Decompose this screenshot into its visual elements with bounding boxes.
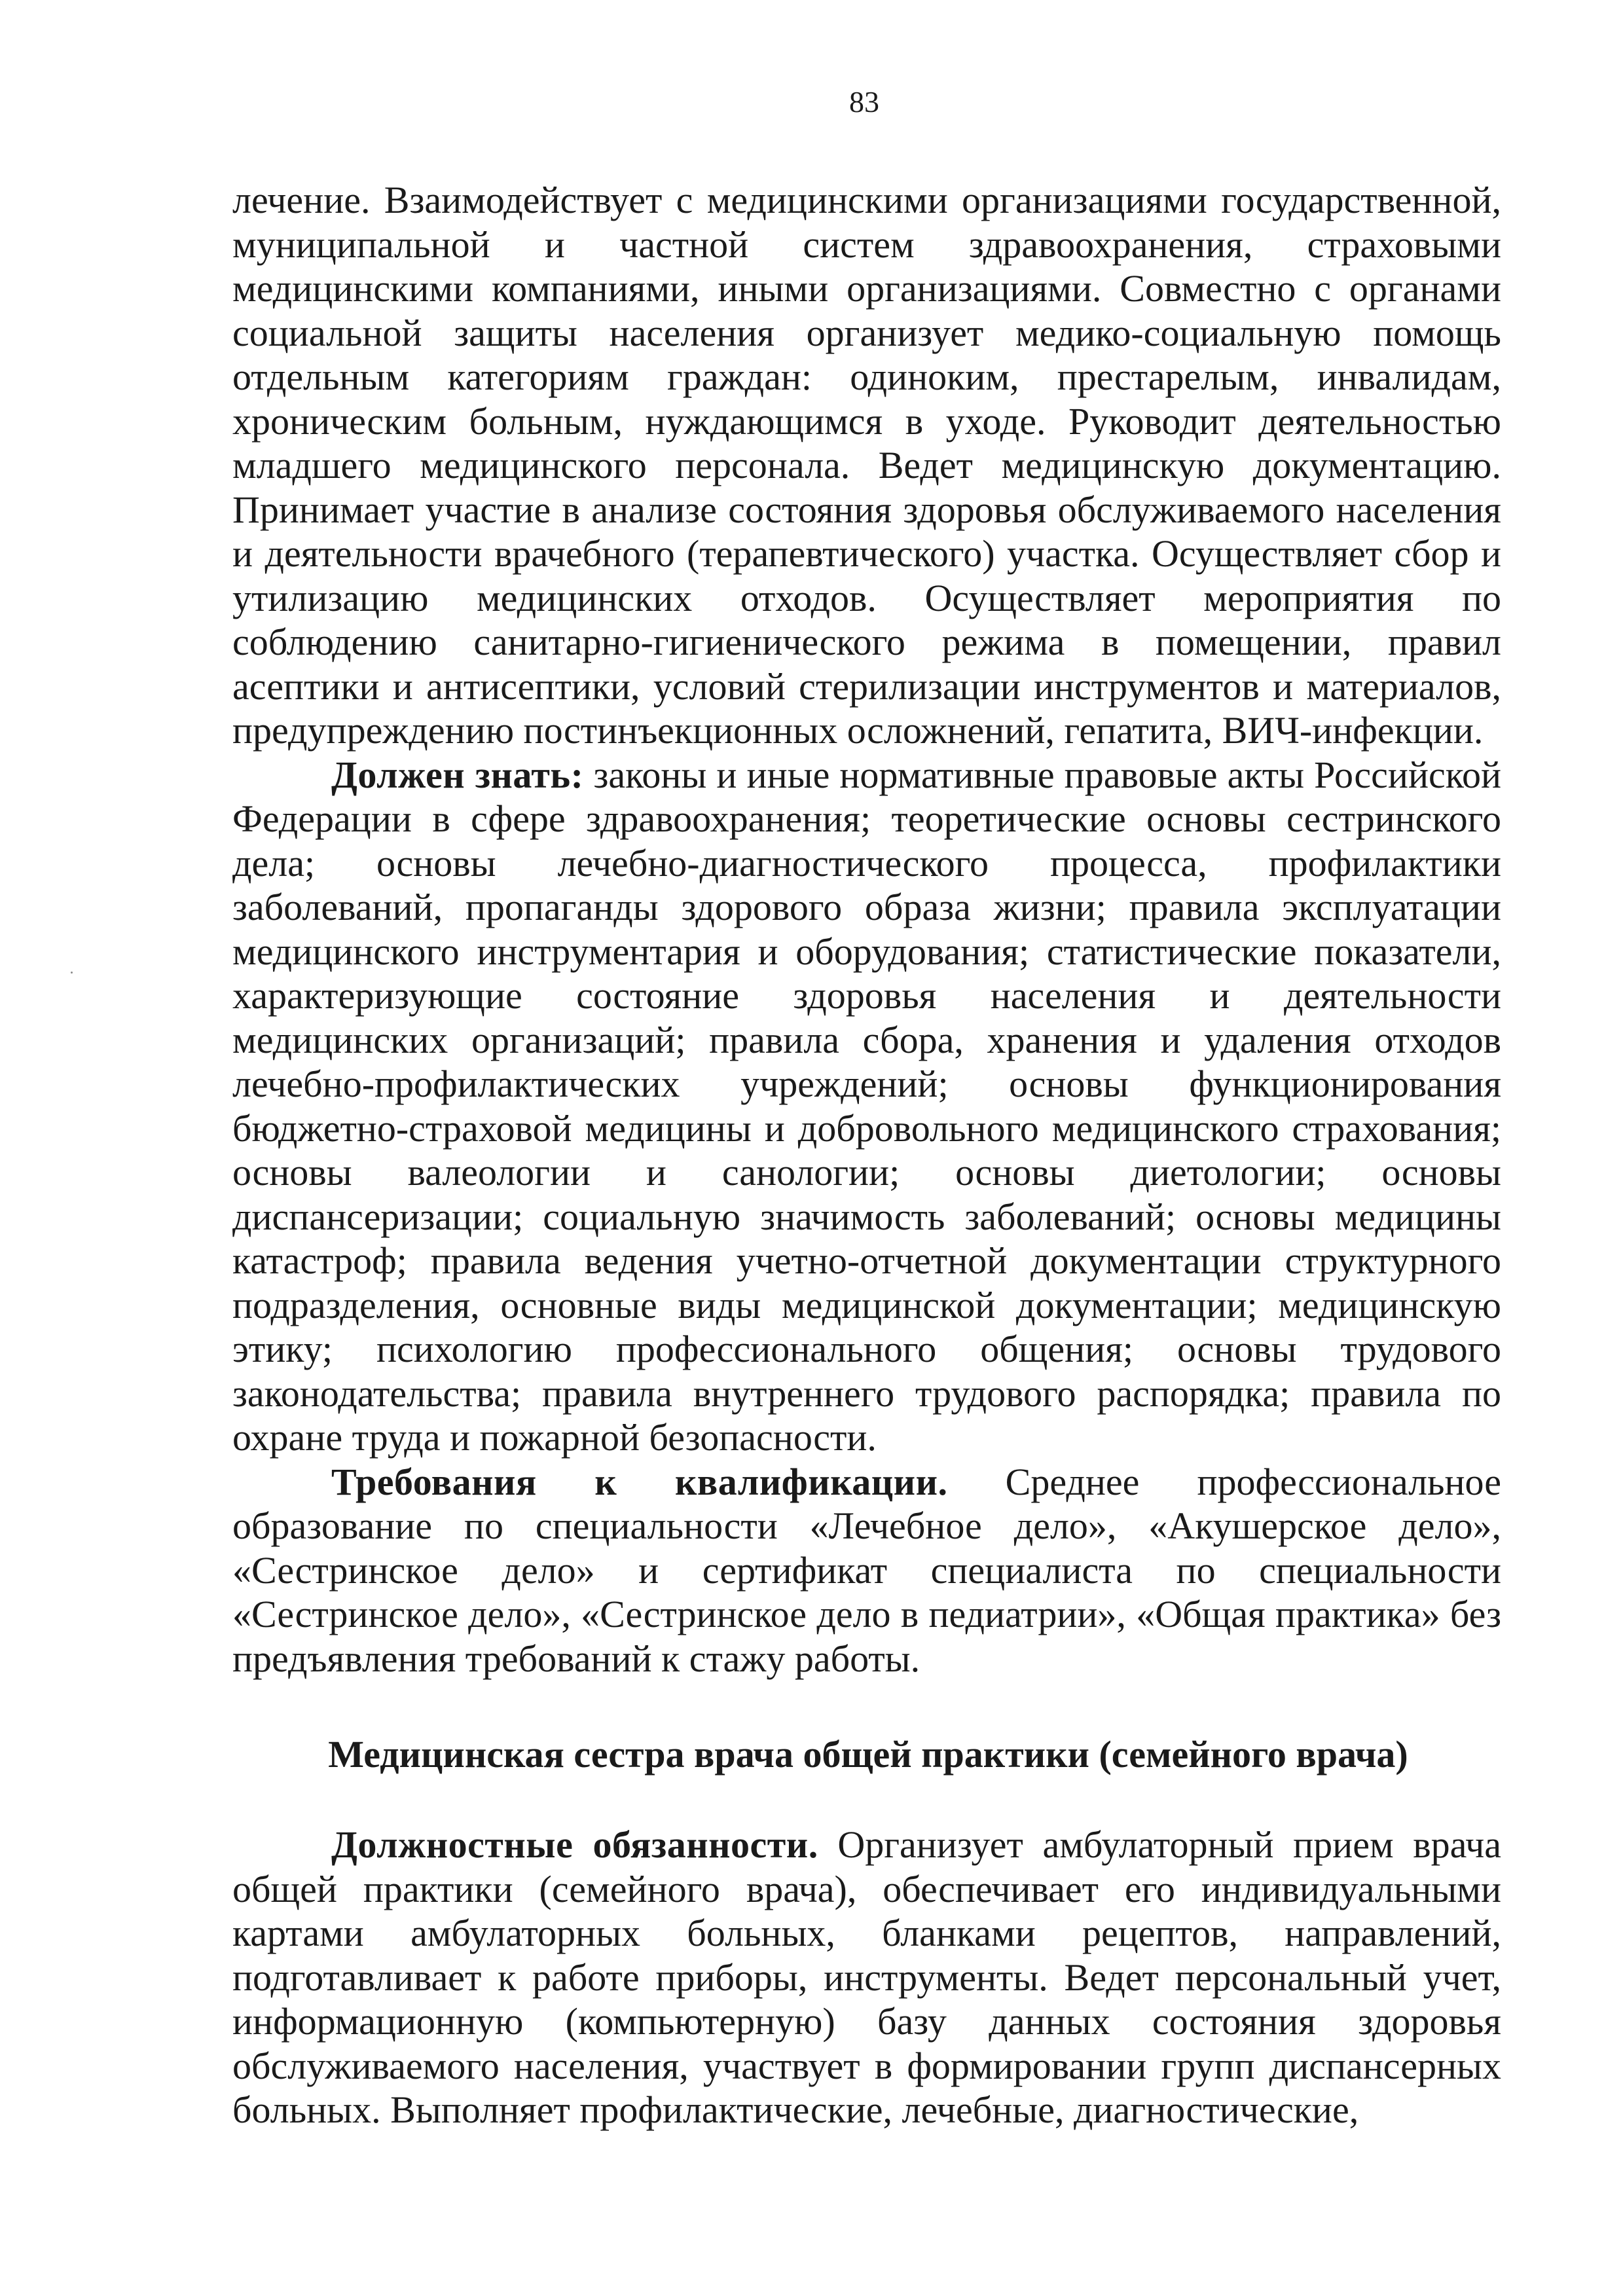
paragraph-text: законы и иные нормативные правовые акты Российской Федерации в сфере здравоохранения; теоретические основы сестринского дела; основы лечебно-диагностического процесса, профилактики заболеваний, пропаганды здорового образа жизни; правила эксплуатации медицинского инструментария и оборудования; статистические показатели, характеризующие состояние здоровья населения и деятельности медицинских организаций; правила сбора, хранения и удаления отходов лечебно-профилактических учреждений; основы функционирования бюджетно-страховой медицины и добровольного медицинского страхования; основы валеологии и санологии; основы диетологии; основы диспансеризации; социальную значимость заболеваний; основы медицины катастроф; правила ведения учетно-отчетной документации структурного подразделения, основные виды медицинской документации; медицинскую этику; психологию профессионального общения; основы трудового законодательства; правила внутреннего трудового распорядка; правила по охране труда и пожарной безопасности. bbox=[232, 753, 1501, 1459]
paragraph-lead: Должен знать: bbox=[331, 753, 584, 796]
paragraph-lead: Должностные обязанности. bbox=[331, 1823, 818, 1866]
paragraph-text: лечение. Взаимодействует с медицинскими организациями государственной, муниципальной и частной систем здравоохранения, страховыми медицинскими компаниями, иными организациями. Совместно с органами социальной защиты населения организует медико-социальную помощь отдельным категориям граждан: одиноким, престарелым, инвалидам, хроническим больным, нуждающимся в уходе. Руководит деятельностью младшего медицинского персонала. Ведет медицинскую документацию. Принимает участие в анализе состояния здоровья обслуживаемого населения и деятельности врачебного (терапевтического) участка. Осуществляет сбор и утилизацию медицинских отходов. Осуществляет мероприятия по соблюдению санитарно-гигиенического режима в помещении, правил асептики и антисептики, условий стерилизации инструментов и материалов, предупреждению постинъекционных осложнений, гепатита, ВИЧ-инфекции. bbox=[232, 179, 1501, 752]
page-body bbox=[232, 178, 1501, 2132]
paragraph-duties bbox=[232, 1823, 1501, 2132]
section-heading: Медицинская сестра врача общей практики (семейного врача) bbox=[328, 1733, 1408, 1776]
paragraph-must-know bbox=[232, 753, 1501, 1460]
paragraph-text: Организует амбулаторный прием врача общей практики (семейного врача), обеспечивает его индивидуальными картами амбулаторных больных, бланками рецептов, направлений, подготавливает к работе приборы, инструменты. Ведет персональный учет, информационную (компьютерную) базу данных состояния здоровья обслуживаемого населения, участвует в формировании групп диспансерных больных. Выполняет профилактические, лечебные, диагностические, bbox=[232, 1823, 1501, 2131]
paragraph-qualification bbox=[232, 1460, 1501, 1681]
paragraph-continuation bbox=[232, 178, 1501, 753]
page-number: 83 bbox=[849, 85, 879, 118]
paragraph-text: Среднее профессиональное образование по специальности «Лечебное дело», «Акушерское дело», «Сестринское дело» и сертификат специалиста по специальности «Сестринское дело», «Сестринское дело в педиатрии», «Общая практика» без предъявления требований к стажу работы. bbox=[232, 1460, 1501, 1680]
paragraph-lead: Требования к квалификации. bbox=[331, 1460, 948, 1503]
scan-speck bbox=[71, 972, 73, 974]
